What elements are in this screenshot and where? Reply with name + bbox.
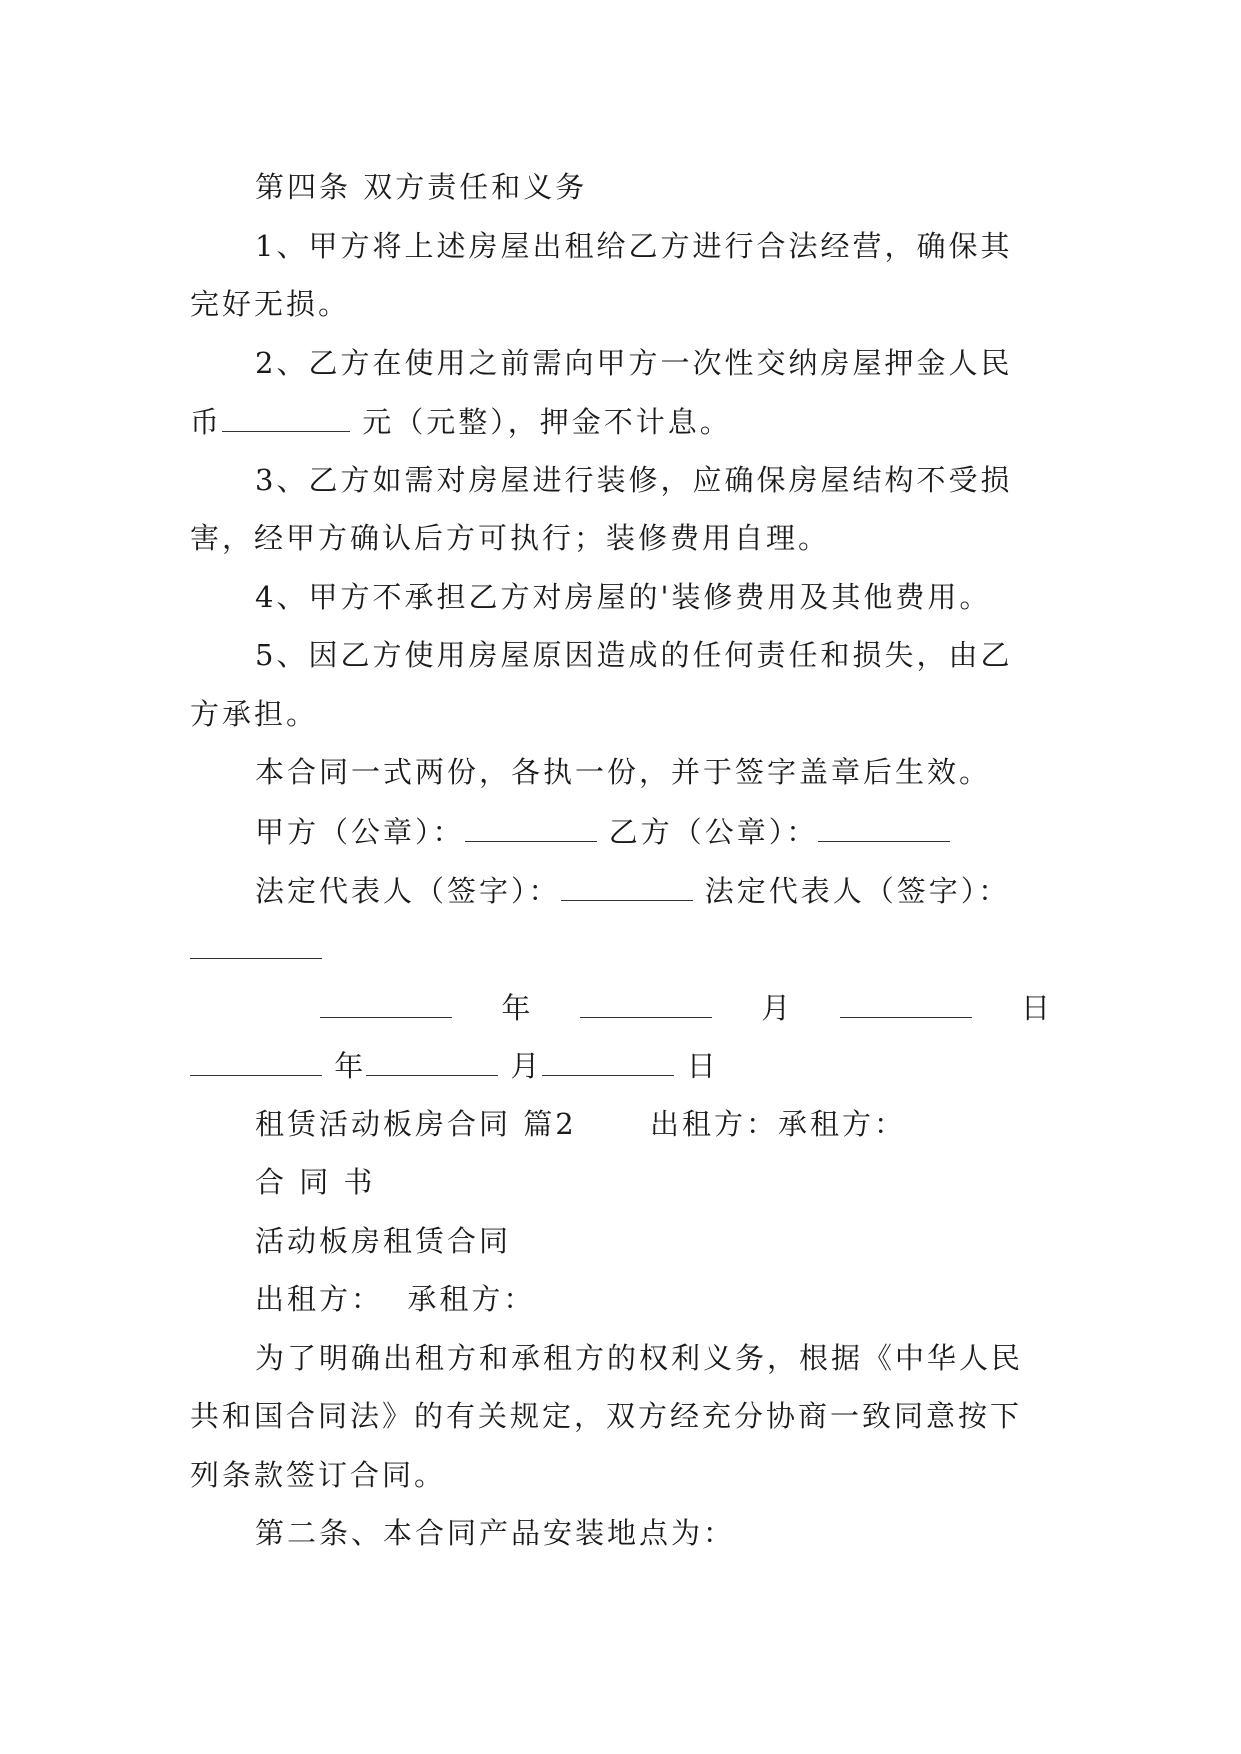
date-line-a (320, 987, 1050, 1027)
year-label-a: 年 (501, 991, 531, 1025)
rep-b-label: 法定代表人（签字）： (704, 874, 1011, 908)
year-blank-b (190, 1045, 322, 1076)
article4-item2-prefix: 币 (190, 405, 223, 439)
contract2-preamble-line1: 为了明确出租方和承租方的权利义务，根据《中华人民 (255, 1341, 1024, 1375)
article4-item2-suffix: 元（元整），押金不计息。 (350, 405, 732, 439)
month-label-b: 月 (510, 1049, 543, 1083)
rep-b-signature-blank (190, 928, 322, 959)
article4-item5-line2: 方承担。 (190, 697, 319, 731)
article4-item5-line1: 5、因乙方使用房屋原因造成的任何责任和损失，由乙 (255, 638, 1013, 672)
article4-item4: 4、甲方不承担乙方对房屋的'装修费用及其他费用。 (255, 580, 992, 614)
representative-line (255, 870, 1050, 910)
article4-item3-line1: 3、乙方如需对房屋进行装修，应确保房屋结构不受损 (255, 463, 1013, 497)
year-blank-a (320, 987, 452, 1018)
party-seal-line (255, 811, 1050, 851)
party-a-seal-blank (465, 811, 597, 842)
rep-b-signature-line (190, 928, 1050, 968)
contract2-preamble-line3: 列条款签订合同。 (190, 1458, 447, 1492)
article4-item2-line2 (190, 401, 1050, 441)
article4-item1-line1: 1、甲方将上述房屋出租给乙方进行合法经营，确保其 (255, 229, 1013, 263)
contract2-title-line (255, 1104, 1050, 1144)
contract2-parties: 出租方： 承租方： (255, 1282, 536, 1316)
day-blank-a (840, 987, 972, 1018)
article4-item2-line1: 2、乙方在使用之前需向甲方一次性交纳房屋押金人民 (255, 346, 1013, 380)
contract2-preamble-line2: 共和国合同法》的有关规定，双方经充分协商一致同意按下 (190, 1399, 1023, 1433)
month-label-a: 月 (761, 991, 791, 1025)
article4-item3-line2: 害，经甲方确认后方可执行；装修费用自理。 (190, 521, 831, 555)
date-line-b (190, 1045, 1050, 1085)
day-label-a: 日 (1020, 991, 1050, 1025)
contract2-title: 租赁活动板房合同 篇2 (255, 1107, 577, 1141)
rep-a-label: 法定代表人（签字）： (255, 874, 561, 908)
contract2-subtitle: 活动板房租赁合同 (255, 1224, 512, 1258)
month-blank-a (580, 987, 712, 1018)
contract2-heading: 合 同 书 (255, 1165, 376, 1199)
contract2-parties-inline: 出租方：承租方： (649, 1107, 906, 1141)
article4-item1-line2: 完好无损。 (190, 287, 351, 321)
contract2-article2: 第二条、本合同产品安装地点为： (255, 1516, 736, 1550)
year-label-b: 年 (334, 1049, 367, 1083)
rep-a-signature-blank (561, 870, 693, 901)
party-b-seal-label: 乙方（公章）： (608, 815, 819, 849)
party-a-seal-label: 甲方（公章）： (255, 815, 465, 849)
copies-clause: 本合同一式两份，各执一份，并于签字盖章后生效。 (255, 755, 992, 789)
party-b-seal-blank (818, 811, 950, 842)
day-blank-b (542, 1045, 674, 1076)
day-label-b: 日 (686, 1049, 719, 1083)
month-blank-b (366, 1045, 498, 1076)
deposit-amount-blank (222, 401, 350, 432)
article4-heading: 第四条 双方责任和义务 (255, 170, 588, 204)
